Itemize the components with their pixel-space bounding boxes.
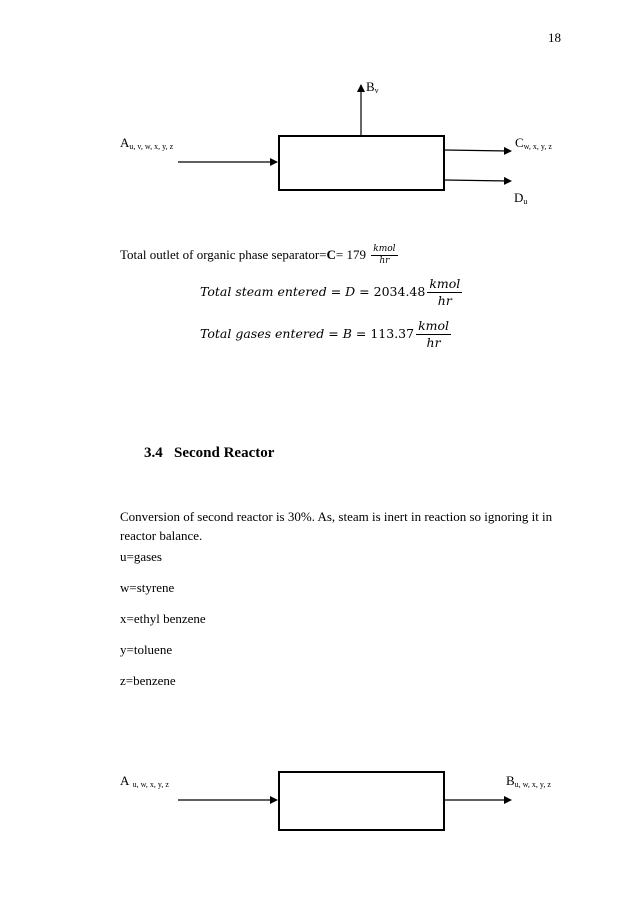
- equation-gases: Total gases entered = B = 113.37 $\frac{\text{kmol}}{hr}$: [200, 318, 450, 350]
- definition-item: z=benzene: [120, 673, 176, 688]
- stream-D-arrow: [444, 180, 511, 181]
- definition-item: w=styrene: [120, 580, 175, 595]
- equation-steam: Total steam entered = D = 2034.48 $\frac{\text{kmol}}{hr}$: [200, 276, 461, 308]
- outlet-statement: Total outlet of organic phase separator=C= 179 $\frac{\text{kmol}}{hr}$: [120, 244, 396, 266]
- stream-C-label: $C_{w, x, y, z}$: [515, 135, 552, 151]
- section-heading: 3.4 Second Reactor: [144, 445, 275, 461]
- definition-item: x=ethyl benzene: [120, 611, 206, 626]
- stream-A2-label: A $_{u, w, x, y, z}$: [120, 773, 169, 789]
- stream-D-label: $D_u$: [514, 190, 528, 206]
- stream-B-label: $B_v$: [366, 79, 379, 95]
- reactor-block: [279, 772, 444, 830]
- unit-fraction: $\frac{\text{kmol}}{hr}$: [418, 318, 450, 350]
- stream-B2-label: $B_{u, w, x, y, z}$: [506, 773, 551, 789]
- unit-fraction: $\frac{\text{kmol}}{hr}$: [429, 276, 461, 308]
- stream-C-arrow: [444, 150, 511, 151]
- page-number: 18: [548, 30, 561, 45]
- definition-item: u=gases: [120, 549, 162, 564]
- unit-fraction: $\frac{\text{kmol}}{hr}$: [373, 244, 396, 266]
- section-paragraph: Conversion of second reactor is 30%. As, steam is inert in reaction so ignoring it in reactor balance.: [120, 509, 553, 543]
- separator-block: [279, 136, 444, 190]
- definition-item: y=toluene: [120, 642, 173, 657]
- stream-A-label: $A_{u, v, w, x, y, z}$: [120, 135, 174, 151]
